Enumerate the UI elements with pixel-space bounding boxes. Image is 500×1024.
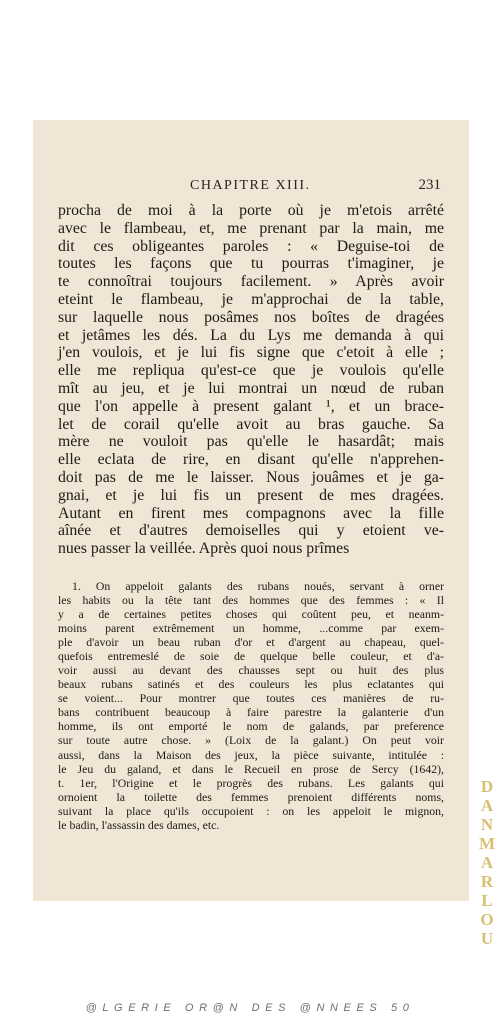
footnote-line: les habits ou la tête tant des hommes que des femmes : « Il bbox=[58, 592, 444, 607]
watermark-letter: L bbox=[481, 891, 493, 910]
footnote-line: 1. On appeloit galants des rubans noués, servant à orner bbox=[72, 578, 444, 593]
footnote-line: sur toute autre chose. » (Loix de la galant.) On peut voir bbox=[58, 733, 444, 748]
footnote-line: beaux rubans satinés et des couleurs les plus eclatantes qui bbox=[58, 677, 444, 692]
watermark-letter: U bbox=[480, 929, 494, 948]
bottom-banner: @LGERIE OR@N DES @NNEES 50 bbox=[85, 1002, 415, 1014]
body-line: eteint le flambeau, je m'approchai de la table, bbox=[58, 290, 444, 308]
chapter-title: CHAPITRE XIII. bbox=[190, 178, 311, 193]
footnote-line: suivant la place qu'ils occupoient : on les appeloit le mignon, bbox=[58, 803, 444, 818]
footnote-line: quefois entremeslé de soie de quelque belle couleur, et d'a- bbox=[58, 649, 444, 664]
watermark-letter: D bbox=[480, 777, 494, 796]
vertical-watermark bbox=[476, 777, 498, 948]
footnote-line: ornoient la toilette des femmes prenoient différents noms, bbox=[58, 789, 444, 804]
page-number: 231 bbox=[418, 177, 441, 193]
body-line: procha de moi à la porte où je m'etois arrêté bbox=[58, 202, 444, 219]
body-line: et jetâmes les dés. La du Lys me demanda à qui bbox=[58, 326, 444, 344]
footnote-line: le Jeu du galand, et dans le Recueil en prose de Sercy (1642), bbox=[58, 761, 444, 776]
footnote-line: le badin, l'assassin des dames, etc. bbox=[58, 817, 220, 832]
body-line: j'en voulois, et je lui fis signe que c'etoit à elle ; bbox=[58, 344, 444, 362]
footnote-line: t. 1er, l'Origine et le progrès des rubans. Les galants qui bbox=[58, 775, 444, 790]
footnote-line: homme, ils ont emporté le nom de galands, par preference bbox=[58, 719, 444, 734]
body-line: Autant en firent mes compagnons avec la fille bbox=[58, 504, 444, 522]
footnote-line: y a de certaines petites choses qui coûtent peu, et neanm- bbox=[58, 607, 444, 622]
scanned-page bbox=[33, 120, 469, 901]
body-line: doit pas de me le laisser. Nous jouâmes et je ga- bbox=[58, 468, 444, 486]
body-line: mère ne vouloit pas qu'elle le hasardât; mais bbox=[58, 433, 444, 451]
watermark-letter: A bbox=[480, 853, 494, 872]
watermark-letter: R bbox=[480, 872, 494, 891]
footnote-line: moins parent extrêmement un homme, ...comme par exem- bbox=[58, 621, 444, 636]
watermark-letter: O bbox=[480, 910, 494, 929]
footnote-line: voir aussi au devant des chausses sept ou huit des plus bbox=[58, 663, 444, 678]
footnote-line: se voient... Pour montrer que toutes ces manières de ru- bbox=[58, 691, 444, 706]
body-line: te connoîtrai toujours facilement. » Après avoir bbox=[58, 273, 444, 291]
footnote-line: ple d'avoir un beau ruban d'or et d'argent au chapeau, quel- bbox=[58, 635, 444, 650]
body-line: aînée et d'autres demoiselles qui y etoient ve- bbox=[58, 522, 444, 540]
body-line: dit ces obligeantes paroles : « Deguise-toi de bbox=[58, 237, 444, 255]
body-line: mît au jeu, et je lui montrai un nœud de ruban bbox=[58, 379, 444, 397]
body-line: gnai, et je lui fis un present de mes dragées. bbox=[58, 486, 444, 504]
body-line: que l'on appelle à present galant ¹, et un brace- bbox=[58, 397, 444, 415]
body-text bbox=[58, 202, 444, 558]
watermark-letter: M bbox=[478, 834, 496, 853]
body-line: elle eclata de rire, en disant qu'elle n'apprehen- bbox=[58, 451, 444, 469]
body-line: nues passer la veillée. Après quoi nous prîmes bbox=[58, 540, 350, 558]
watermark-letter: A bbox=[480, 796, 494, 815]
body-line: let de corail qu'elle avoit au bras gauche. Sa bbox=[58, 415, 444, 433]
running-header bbox=[58, 176, 444, 198]
footnote bbox=[58, 579, 444, 832]
footnote-line: bans contribuent beaucoup à faire parestre la galanterie d'un bbox=[58, 705, 444, 720]
footnote-line: aussi, dans la Maison des jeux, la pièce suivante, intitulée : bbox=[58, 747, 444, 762]
body-line: elle me repliqua qu'est-ce que je voulois qu'elle bbox=[58, 362, 444, 380]
watermark-letter: N bbox=[480, 815, 494, 834]
body-line: sur laquelle nous posâmes nos boîtes de dragées bbox=[58, 308, 444, 326]
body-line: toutes les façons que tu pourras t'imaginer, je bbox=[58, 255, 444, 273]
body-line: avec le flambeau, et, me prenant par la main, me bbox=[58, 219, 444, 237]
